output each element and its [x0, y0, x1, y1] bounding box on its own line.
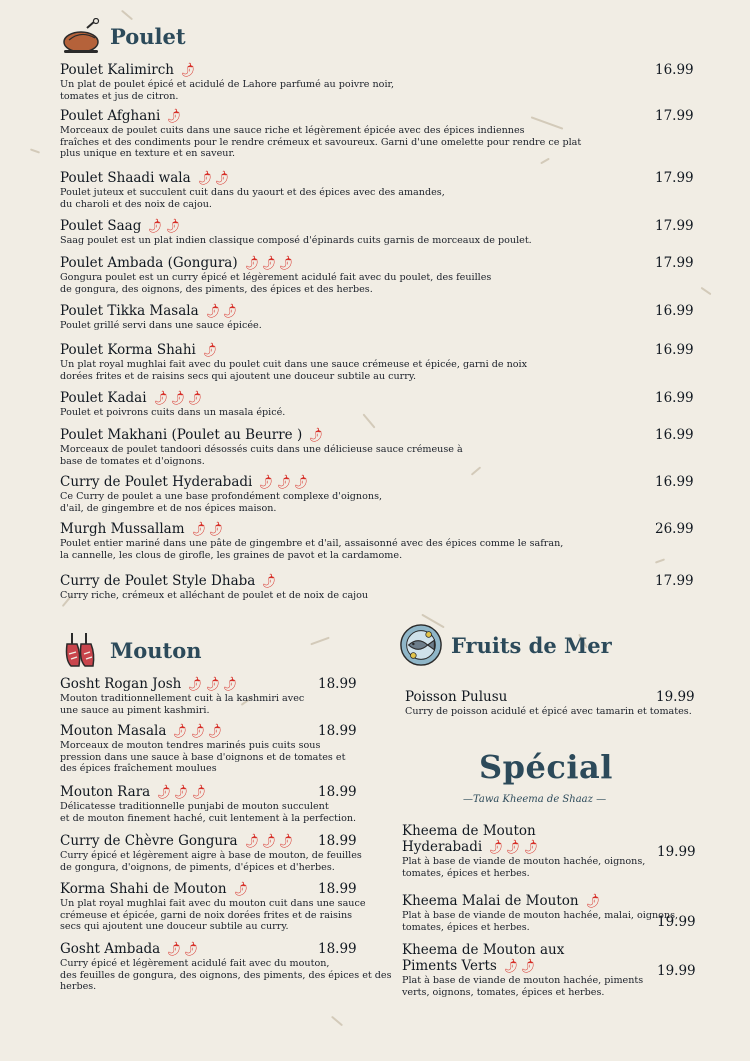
- menu-item-name: Korma Shahi de Mouton: [60, 881, 227, 897]
- section-header-poulet: [58, 16, 186, 56]
- menu-item-description: [60, 187, 445, 210]
- chili-icon: 🌶: [276, 253, 296, 273]
- menu-item-name: Kheema de Mouton aux: [402, 942, 565, 958]
- description-line: d'ail, de gingembre et de nos épices maison.: [60, 502, 277, 514]
- chili-icon: 🌶: [185, 388, 205, 408]
- chili-rating: [241, 831, 296, 851]
- menu-item-price: 17.99: [655, 170, 694, 186]
- chili-rating: [170, 721, 225, 741]
- description-line: Morceaux de poulet cuits dans une sauce riche et légèrement épicée avec des épices indiennes: [60, 125, 525, 136]
- description-line: crémeuse et épicée, garni de noix dorées frites et de raisins: [60, 909, 353, 921]
- description-line: Mouton traditionnellement cuit à la kashmiri avec: [60, 693, 305, 704]
- chili-icon: 🌶: [241, 253, 261, 273]
- menu-item-price: 17.99: [655, 218, 694, 234]
- description-line: une sauce au piment kashmiri.: [60, 704, 210, 716]
- description-line: du charoli et des noix de cajou.: [60, 198, 212, 210]
- menu-item-name: Poulet Saag: [60, 218, 142, 234]
- menu-item-name: Curry de Poulet Style Dhaba: [60, 573, 256, 589]
- chili-rating: [164, 106, 184, 126]
- menu-item: [60, 342, 527, 382]
- chili-rating: [178, 60, 198, 80]
- chili-icon: 🌶: [204, 721, 225, 741]
- menu-item-name: Kheema de Mouton: [402, 823, 536, 839]
- menu-item-name: Poulet Tikka Masala: [60, 303, 199, 319]
- chili-icon: 🌶: [185, 674, 205, 694]
- menu-item-description: [60, 79, 394, 102]
- chili-icon: 🌶: [258, 253, 278, 273]
- chili-rating: [500, 956, 538, 976]
- description-line: Plat à base de viande de mouton hachée, oignons,: [402, 856, 646, 867]
- section-header-mouton: [58, 630, 202, 670]
- roast-chicken-icon: [58, 16, 102, 56]
- menu-item: [402, 823, 645, 879]
- description-line: pression dans une sauce à base d'oignons et de tomates et: [60, 751, 346, 763]
- description-line: Gongura poulet est un curry épicé et légèrement acidulé fait avec du poulet, des feuilles: [60, 272, 492, 283]
- menu-item: [402, 942, 643, 998]
- menu-item-name: Curry de Chèvre Gongura: [60, 833, 238, 849]
- menu-item-price: 16.99: [655, 342, 694, 358]
- menu-item-name: Mouton Masala: [60, 723, 167, 739]
- chili-icon: 🌶: [273, 472, 293, 492]
- menu-item-name: Gosht Ambada: [60, 941, 161, 957]
- chili-icon: 🌶: [187, 721, 207, 741]
- chili-rating: [150, 388, 205, 408]
- chili-icon: 🌶: [145, 216, 165, 236]
- chili-rating: [154, 782, 208, 802]
- menu-item-price: 17.99: [655, 255, 694, 271]
- menu-item: [60, 573, 368, 602]
- chili-icon: 🌶: [290, 472, 310, 492]
- menu-item-description: [60, 850, 362, 873]
- menu-item-description: [402, 975, 643, 998]
- menu-item-price: 18.99: [318, 676, 357, 692]
- menu-item: [60, 521, 563, 561]
- chili-icon: 🌶: [162, 216, 182, 236]
- chili-icon: 🌶: [170, 721, 190, 741]
- chili-icon: 🌶: [164, 106, 184, 126]
- menu-item-price: 18.99: [318, 941, 357, 957]
- menu-item-name: Poulet Ambada (Gongura): [60, 255, 238, 271]
- menu-item: [60, 833, 362, 873]
- description-line: secs qui ajoutent une douceur subtile au curry.: [60, 921, 289, 932]
- menu-item-description: [60, 125, 581, 160]
- chili-rating: [194, 168, 232, 188]
- chili-rating: [486, 837, 540, 857]
- description-line: Saag poulet est un plat indien classique composé d'épinards cuits garnis de morceaux de poulet.: [60, 235, 532, 246]
- menu-item-price: 16.99: [655, 303, 694, 319]
- description-line: Ce Curry de poulet a une base profondément complexe d'oignons,: [60, 491, 383, 502]
- menu-item-description: [60, 407, 285, 419]
- chili-icon: 🌶: [164, 939, 184, 959]
- menu-item-price: 18.99: [318, 833, 357, 849]
- description-line: Curry épicé et légèrement aigre à base de mouton, de feuilles: [60, 850, 362, 861]
- description-line: Poulet et poivrons cuits dans un masala épicé.: [60, 407, 286, 418]
- description-line: Curry riche, crémeux et alléchant de poulet et de noix de cajou: [60, 590, 369, 601]
- menu-item-price: 16.99: [655, 390, 694, 406]
- chili-icon: 🌶: [256, 472, 276, 492]
- menu-item-description: [60, 693, 304, 716]
- description-line: base de tomates et d'oignons.: [60, 455, 205, 467]
- menu-item: [60, 108, 581, 160]
- menu-item-name: Hyderabadi: [402, 839, 483, 855]
- chili-icon: 🌶: [518, 956, 538, 976]
- menu-item-name: Gosht Rogan Josh: [60, 676, 182, 692]
- menu-item-price: 19.99: [657, 844, 696, 860]
- description-line: Un plat de poulet épicé et acidulé de Lahore parfumé au poivre noir,: [60, 79, 395, 90]
- description-line: de gongura, d'oignons, de piments, d'épices et d'herbes.: [60, 861, 335, 873]
- menu-item: [60, 170, 445, 210]
- menu-item: [60, 427, 463, 467]
- menu-item-description: [60, 272, 491, 295]
- chili-icon: 🌶: [259, 571, 279, 591]
- description-line: dorées frites et de raisins secs qui ajoutent une douceur subtile au curry.: [60, 370, 417, 382]
- menu-item-name: Curry de Poulet Hyderabadi: [60, 474, 253, 490]
- menu-item-name: Poulet Makhani (Poulet au Beurre ): [60, 427, 303, 443]
- chili-rating: [256, 472, 310, 492]
- description-line: Poulet grillé servi dans une sauce épicée.: [60, 320, 262, 331]
- menu-item-name: Poulet Shaadi wala: [60, 170, 191, 186]
- section-title: Fruits de Mer: [451, 632, 612, 658]
- section-title: Poulet: [110, 23, 186, 49]
- menu-item: [60, 62, 394, 102]
- fish-plate-icon: [399, 625, 443, 665]
- menu-item-description: [60, 491, 382, 514]
- chili-rating: [164, 939, 201, 959]
- menu-item: [60, 218, 532, 247]
- chili-rating: [230, 879, 250, 899]
- chili-rating: [306, 425, 326, 445]
- menu-item-description: [402, 856, 645, 879]
- description-line: Poulet juteux et succulent cuit dans du yaourt et des épices avec des amandes,: [60, 187, 445, 198]
- chili-icon: 🌶: [167, 388, 187, 408]
- menu-item: [60, 255, 491, 295]
- description-line: de gongura, des oignons, des piments, des épices et des herbes.: [60, 283, 373, 295]
- menu-item-price: 16.99: [655, 474, 694, 490]
- menu-item: [60, 723, 345, 775]
- chili-icon: 🌶: [503, 837, 523, 857]
- chili-rating: [582, 891, 602, 911]
- chili-icon: 🌶: [171, 782, 191, 802]
- chili-icon: 🌶: [194, 168, 214, 188]
- description-line: Curry de poisson acidulé et épicé avec tamarin et tomates.: [405, 706, 692, 717]
- chili-icon: 🌶: [205, 519, 225, 539]
- section-title: Mouton: [110, 637, 202, 663]
- special-subtitle: —Tawa Kheema de Shaaz —: [463, 794, 607, 805]
- menu-item-description: [60, 801, 356, 824]
- menu-item-price: 16.99: [655, 427, 694, 443]
- menu-item-name: Mouton Rara: [60, 784, 151, 800]
- description-line: tomates et jus de citron.: [60, 90, 179, 102]
- menu-item-description: [60, 958, 392, 993]
- menu-item-description: [60, 359, 527, 382]
- chili-icon: 🌶: [486, 837, 506, 857]
- menu-item-price: 18.99: [318, 784, 357, 800]
- menu-item: [60, 676, 304, 716]
- menu-item-price: 17.99: [655, 573, 694, 589]
- menu-item: [60, 390, 285, 419]
- chili-icon: 🌶: [219, 301, 240, 321]
- lamb-meat-icon: [58, 630, 102, 670]
- menu-item-price: 26.99: [655, 521, 694, 537]
- chili-rating: [145, 216, 182, 236]
- menu-item-description: [405, 706, 692, 718]
- description-line: Un plat royal mughlai fait avec du poulet cuit dans une sauce crémeuse et épicée, garni de noix: [60, 359, 527, 370]
- description-line: Un plat royal mughlai fait avec du mouton cuit dans une sauce: [60, 898, 366, 909]
- menu-item: [60, 303, 262, 332]
- menu-item-description: [60, 538, 563, 561]
- menu-item-name: Murgh Mussallam: [60, 521, 185, 537]
- menu-item-description: [60, 320, 262, 332]
- description-line: Plat à base de viande de mouton hachée, piments: [402, 975, 644, 986]
- chili-rating: [241, 253, 296, 273]
- special-title: Spécial: [479, 748, 613, 786]
- menu-item-price: 19.99: [656, 689, 695, 705]
- chili-icon: 🌶: [202, 301, 222, 321]
- menu-item-price: 19.99: [657, 963, 696, 979]
- chili-icon: 🌶: [178, 60, 198, 80]
- chili-icon: 🌶: [582, 891, 602, 911]
- menu-item: [402, 893, 678, 933]
- chili-icon: 🌶: [181, 939, 201, 959]
- chili-icon: 🌶: [219, 674, 240, 694]
- chili-icon: 🌶: [188, 519, 208, 539]
- description-line: tomates, épices et herbes.: [402, 867, 530, 879]
- menu-item-name: Poulet Kadai: [60, 390, 147, 406]
- chili-icon: 🌶: [520, 837, 540, 857]
- menu-item: [60, 784, 356, 824]
- menu-item-price: 18.99: [318, 881, 357, 897]
- menu-item-description: [60, 590, 368, 602]
- menu-item-price: 19.99: [657, 914, 696, 930]
- description-line: et de mouton finement haché, cuit lentement à la perfection.: [60, 812, 357, 824]
- chili-rating: [188, 519, 225, 539]
- menu-item-name: Poulet Kalimirch: [60, 62, 174, 78]
- chili-icon: 🌶: [241, 831, 261, 851]
- menu-item-name: Poulet Korma Shahi: [60, 342, 196, 358]
- description-line: la cannelle, les clous de girofle, les graines de pavot et la cardamome.: [60, 549, 403, 561]
- description-line: des feuilles de gongura, des oignons, des piments, des épices et des: [60, 969, 392, 981]
- chili-icon: 🌶: [154, 782, 174, 802]
- chili-icon: 🌶: [258, 831, 278, 851]
- chili-rating: [199, 340, 220, 360]
- menu-item: [405, 689, 692, 718]
- description-line: Plat à base de viande de mouton hachée, malai, oignons,: [402, 910, 679, 921]
- menu-item-description: [60, 740, 345, 775]
- menu-item-description: [402, 910, 678, 933]
- description-line: Morceaux de poulet tandoori désossés cuits dans une délicieuse sauce crémeuse à: [60, 444, 463, 455]
- section-header-fruits-de-mer: [399, 625, 612, 665]
- menu-item-price: 16.99: [655, 62, 694, 78]
- description-line: fraîches et des condiments pour le rendre crémeux et savoureux. Garni d'une omelette pour rendre ce plat: [60, 136, 582, 148]
- chili-icon: 🌶: [306, 425, 326, 445]
- menu-item-price: 17.99: [655, 108, 694, 124]
- chili-icon: 🌶: [276, 831, 296, 851]
- menu-item-price: 18.99: [318, 723, 357, 739]
- description-line: Curry épicé et légèrement acidulé fait avec du mouton,: [60, 958, 330, 969]
- description-line: verts, oignons, tomates, épices et herbes.: [402, 986, 605, 998]
- chili-rating: [259, 571, 279, 591]
- chili-icon: 🌶: [230, 879, 250, 899]
- menu-item: [60, 474, 382, 514]
- menu-item-name: Kheema Malai de Mouton: [402, 893, 579, 909]
- chili-rating: [202, 301, 240, 321]
- description-line: des épices fraîchement moulues: [60, 763, 217, 774]
- description-line: herbes.: [60, 981, 97, 992]
- chili-icon: 🌶: [188, 782, 208, 802]
- menu-item-description: [60, 235, 532, 247]
- chili-icon: 🌶: [500, 956, 521, 976]
- chili-icon: 🌶: [199, 340, 220, 360]
- chili-icon: 🌶: [211, 168, 232, 188]
- chili-icon: 🌶: [202, 674, 222, 694]
- description-line: plus unique en texture et en saveur.: [60, 148, 236, 159]
- menu-item-description: [60, 898, 366, 933]
- menu-item-name: Poulet Afghani: [60, 108, 161, 124]
- menu-item-name: Piments Verts: [402, 958, 497, 974]
- menu-item-name: Poisson Pulusu: [405, 689, 508, 705]
- menu-item-description: [60, 444, 463, 467]
- description-line: tomates, épices et herbes.: [402, 921, 530, 933]
- description-line: Morceaux de mouton tendres marinés puis cuits sous: [60, 740, 321, 751]
- chili-icon: 🌶: [150, 388, 170, 408]
- chili-rating: [185, 674, 240, 694]
- description-line: Poulet entier mariné dans une pâte de gingembre et d'ail, assaisonné avec des épices comme le safran,: [60, 538, 564, 549]
- description-line: Délicatesse traditionnelle punjabi de mouton succulent: [60, 801, 329, 812]
